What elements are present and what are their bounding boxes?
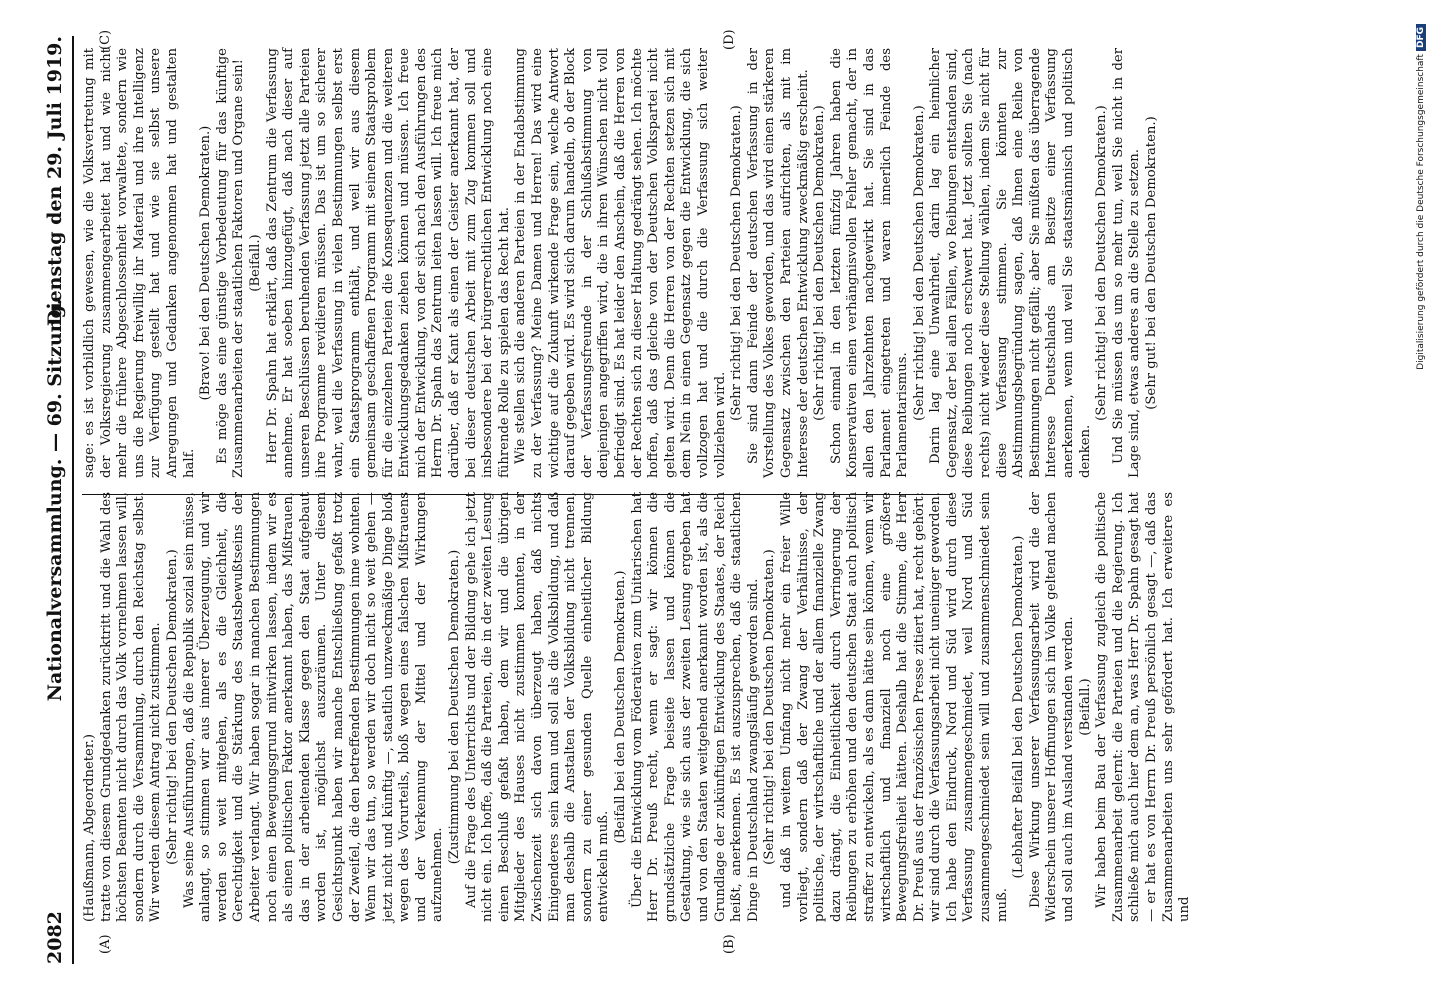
paragraph: Wie stellen sich die anderen Parteien in der Endabstimmung zu der Verfassung? Meine Damen und Herren! Das wird eine wichtige auf die Zukunft wirkende Frage sein, welche Antwort darauf gegeben wird. Es wird sich darum handeln, ob der Block der Verfassungsfreunde in der Schlußabstimmung von denjenigen angegriffen wird, die in ihren Wünschen nicht voll befriedigt sind. Es hat leider den Anschein, daß die Herren von der Rechten sich zu dieser Haltung gedrängt sehen. Ich möchte hoffen, daß das gleiche von der Deutschen Volkspartei nicht gelten wird. Denn die Herren von der Rechten setzen sich mit dem Nein in einen Gegensatz gegen die Entwicklung, die sich vollzogen hat und die durch die Verfassung sich weiter vollziehen wird.	[513, 48, 728, 478]
digitization-credit	[1416, 24, 1430, 984]
interjection: (Sehr richtig! bei den Deutschen Demokraten.)	[1094, 105, 1110, 421]
paragraph: tratte von diesem Grundgedanken zurücktritt und die Wahl des höchsten Beamten nicht durch das Volk vornehmen lassen will, sondern durch die Versammlung, durch den Reichstag selbst. Wir werden diesem Antrag nicht zustimmen.	[98, 492, 164, 922]
paragraph: Schon einmal in den letzten fünfzig Jahren haben die Konservativen einen verhängnisvollen Fehler gemacht, der in allen den Jahrzehnten nachgewirkt hat. Sie sind in das Parlament eingetreten und waren innerlich Feinde des Parlamentarismus.	[828, 48, 911, 478]
margin-mark-d: (D)	[722, 29, 737, 50]
interjection: (Sehr richtig! bei den Deutschen Demokraten.)	[762, 549, 778, 865]
paragraph: Wir haben beim Bau der Verfassung zugleich die politische Zusammenarbeit gelernt: die Parteien und die Regierung. Ich schließe mich auch hier dem an, was Herr Dr. Spahn gesagt hat — er hat es von Herrn Dr. Preuß persönlich gesagt —, daß das Zusammenarbeiten uns sehr gefördert hat. Ich erweitere es und	[1094, 492, 1193, 922]
interjection: (Beifall.)	[247, 234, 263, 292]
paragraph: Herr Dr. Spahn hat erklärt, daß das Zentrum die Verfassung annehme. Er hat soeben hinzugefügt, daß nach dieser auf unseren Beschlüssen beruhenden Verfassung jetzt alle Parteien ihre Programme revidieren müssen. Das ist um so sicherer wahr, weil die Verfassung in vielen Bestimmungen selbst erst ein Staatsprogramm enthält, und weil wir aus diesem gemeinsam geschaffenen Programm mit seinem Staatsproblem für die einzelnen Parteien die Konsequenzen und die weiteren Entwicklungsgedanken ziehen können und müssen. Ich freue mich der Entwicklung, von der sich nach den Ausführungen des Herrn Dr. Spahn das Zentrum leiten lassen will. Ich freue mich darüber, daß er Kant als einen der Geister anerkannt hat, der bei dieser deutschen Arbeit mit zum Zug kommen soll und insbesondere bei der bürgerrechtlichen Entwicklung noch eine führende Rolle zu spielen das Recht hat.	[264, 48, 512, 478]
interjection: (Sehr richtig! bei den Deutschen Demokraten.)	[911, 105, 927, 421]
interjection: (Sehr richtig! bei den Deutschen Demokraten.)	[729, 105, 745, 421]
page-header	[44, 36, 68, 964]
paragraph: Es möge das eine günstige Vorbedeutung für das künftige Zusammenarbeiten der staatlichen Faktoren und Organe sein!	[214, 48, 247, 478]
header-rule	[72, 36, 74, 964]
margin-mark-a: (A)	[98, 934, 113, 954]
paragraph: und daß in weitem Umfang nicht mehr ein freier Wille vorliegt, sondern daß der Zwang der Verhältnisse, der politische, der wirtschaftliche und der allem finanzielle Zwang dazu drängt, die Einheitlichkeit durch Verringerung der Reibungen zu erhöhen und den deutschen Staat auch politisch straffer zu entwickeln, als es dann hätte sein können, wenn wir wirtschaftlich und finanziell noch eine größere Bewegungsfreiheit hätten. Deshalb hat die Stimme, die Herr Dr. Preuß aus der französischen Presse zitiert hat, recht gehört: wir sind durch die Verfassungsarbeit nicht uneiniger geworden. Ich habe den Eindruck, Nord und Süd wird durch diese Verfassung zusammengeschmiedet, weil Nord und Süd zusammengeschmiedet sein will und zusammenschmiedet sein muß.	[778, 492, 1010, 922]
left-column	[82, 492, 1193, 922]
interjection: (Beifall bei den Deutschen Demokraten.)	[613, 570, 628, 844]
interjection: (Sehr richtig! bei den Deutschen Demokraten.)	[164, 549, 180, 865]
paragraph: Und Sie müssen das um so mehr tun, weil Sie nicht in der Lage sind, etwas anderes an die Stelle zu setzen.	[1110, 48, 1143, 478]
paragraph: sage: es ist vorbildlich gewesen, wie die Volksvertretung mit der Volksregierung zusammengearbeitet hat und wie nicht mehr die frühere Abgeschlossenheit vorwaltete, sondern wie uns die Regierung freiwillig ihr Material und ihre Intelligenz zur Verfügung gestellt hat und wie sie selbst unsere Anregungen und Gedanken angenommen hat und gestalten half.	[82, 48, 197, 478]
dfg-logo: DFG	[1416, 24, 1426, 51]
interjection: (Bravo! bei den Deutschen Demokraten.)	[198, 125, 214, 401]
paragraph: Über die Entwicklung vom Föderativen zum Unitarischen hat Herr Dr. Preuß recht, wenn er sagt: wir können die grundsätzliche Frage beiseite lassen und können die Gestaltung, wie sie sich aus der zweiten Lesung ergeben hat und von den Staaten weitgehend anerkannt worden ist, als die Grundlage der zukünftigen Entwicklung des Staates, der Reich heißt, anerkennen. Es ist auszusprechen, daß die staatlichen Dinge in Deutschland zwangsläufig geworden sind.	[629, 492, 761, 922]
column-divider	[82, 494, 952, 495]
paragraph: Darin lag eine Unwahrheit, darin lag ein heimlicher Gegensatz, der bei allen Fällen, wo Reibungen entstanden sind, diese Reibungen noch erschwert hat. Jetzt sollten Sie (nach rechts) nicht wieder diese Stellung wählen, indem Sie nicht für diese Verfassung stimmen. Sie könnten zur Abstimmungsbegründung sagen, daß Ihnen eine Reihe von Bestimmungen nicht gefällt; aber Sie müßten das überragende Interesse Deutschlands am Besitze einer Verfassung anerkennen, wenn und weil Sie staatsmännisch und politisch denken.	[928, 48, 1093, 478]
margin-mark-b: (B)	[722, 934, 737, 954]
interjection: (Sehr richtig! bei den Deutschen Demokraten.)	[812, 105, 828, 421]
credit-text: Digitalisierung gefördert durch die Deutsche Forschungsgemeinschaft	[1416, 54, 1426, 370]
interjection: (Lebhafter Beifall bei den Deutschen Demokraten.)	[1011, 535, 1027, 879]
interjection: (Sehr gut! bei den Deutschen Demokraten.)	[1144, 116, 1159, 410]
margin-mark-c: (C)	[98, 29, 113, 50]
paragraph: Was seine Ausführungen, daß die Republik sozial sein müsse, anlangt, so stimmen wir aus innerer Überzeugung, und wir werden so weit mitgehen, als es die Gleichheit, die Gerechtigkeit und die Stärkung des Staatsbewußtseins der Arbeiter verlangt. Wir haben sogar in manchen Bestimmungen noch einen Bewegungsgrund mitwirken lassen, indem wir es als einen politischen Faktor anerkannt haben, das Mißtrauen, das in der arbeitenden Klasse gegen den Staat aufgebaut worden ist, möglichst auszuräumen. Unter diesem Gesichtspunkt haben wir manche Entschließung gefaßt trotz der Zweifel, die den betreffenden Bestimmungen inne wohnten. Wenn wir das tun, so werden wir doch nicht so weit gehen — jetzt nicht und künftig —, staatlich unzweckmäßige Dinge bloß wegen des Vorurteils, bloß wegen eines falschen Mißtrauens und der Verkennung der Mittel und der Wirkungen aufzunehmen.	[181, 492, 446, 922]
session-date: Dienstag den 29. Juli 1919.	[44, 36, 66, 327]
paragraph: Sie sind dann Feinde der deutschen Verfassung in der Vorstellung des Volkes geworden, und das wird einen stärkeren Gegensatz zwischen den Parteien aufrichten, als mit im Interesse der deutschen Entwicklung zweckmäßig erscheint.	[745, 48, 811, 478]
interjection: (Beifall.)	[1077, 678, 1093, 736]
paragraph: Diese Wirkung unserer Verfassungsarbeit wird die der Widerschein unserer Hoffnungen sich im Volke geltend machen und soll auch im Ausland verstanden werden.	[1027, 492, 1077, 922]
interjection: (Zustimmung bei den Deutschen Demokraten.)	[447, 549, 463, 865]
running-title: Nationalversammlung. — 69. Sitzung.	[44, 298, 66, 702]
right-column	[82, 48, 1159, 478]
page-number: 2082	[44, 911, 66, 964]
paragraph: Auf die Frage des Unterrichts und der Bildung gehe ich jetzt nicht ein. Ich hoffe, daß die Parteien, die in der zweiten Lesung einen Beschluß gefaßt haben, dem wir und die übrigen Mitglieder des Hauses nicht zustimmen konnten, in der Zwischenzeit sich davon überzeugt haben, daß nichts Einigenderes sein kann und soll als die Volksbildung, und daß man deshalb die Anstalten der Volksbildung nicht trennen, sondern zu einer gesunden Quelle einheitlicher Bildung entwickeln muß.	[463, 492, 612, 922]
speaker-line: (Haußmann, Abgeordneter.)	[82, 733, 97, 922]
